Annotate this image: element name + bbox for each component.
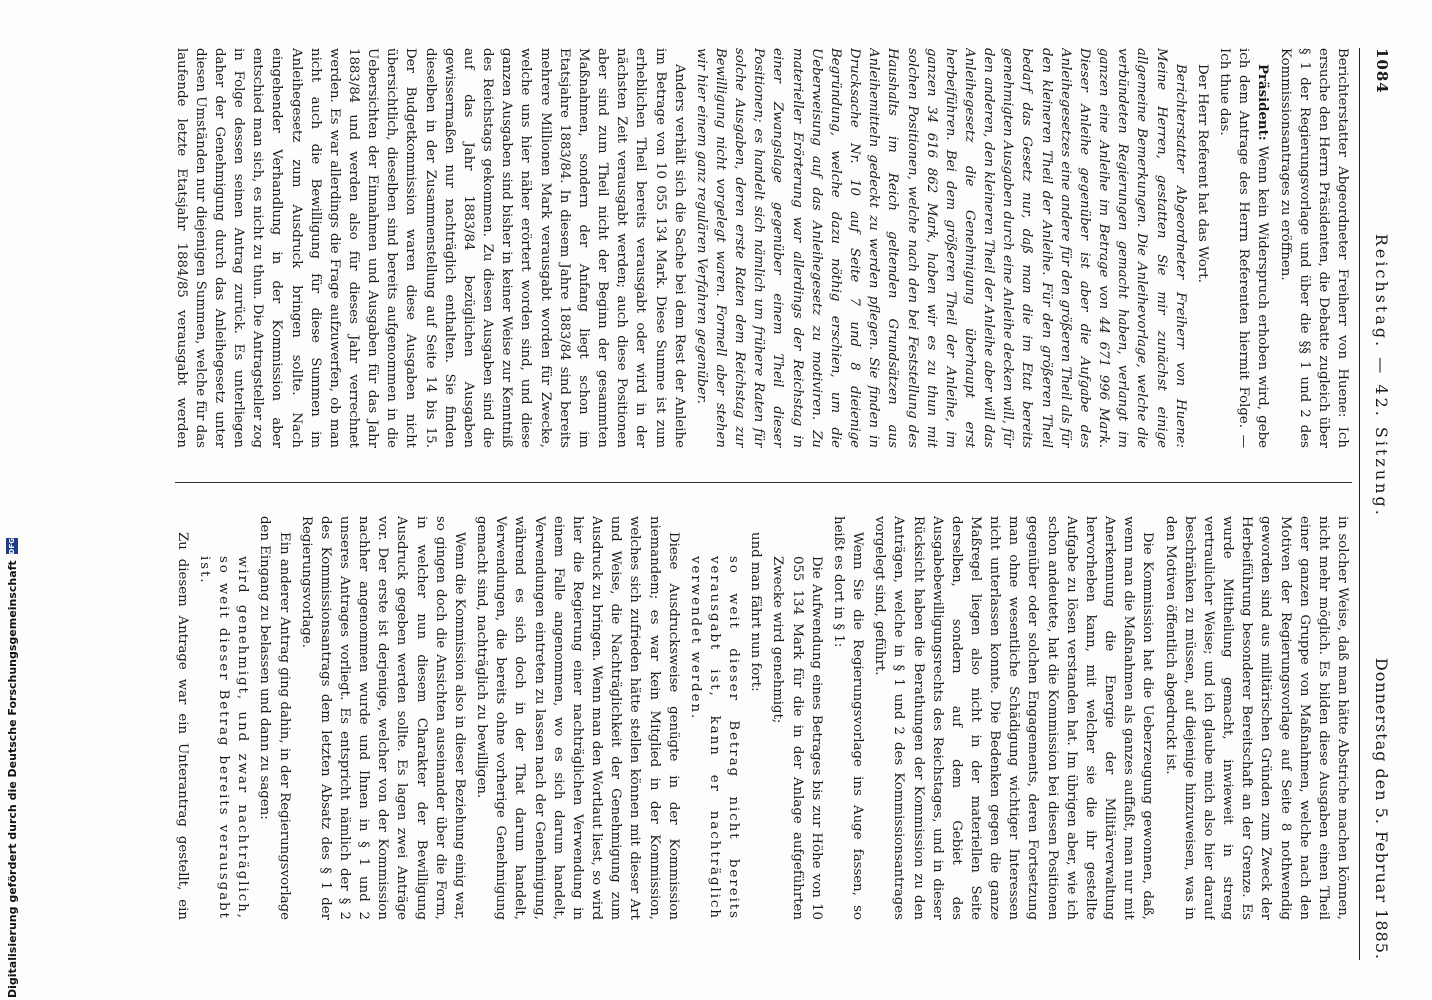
paragraph-text: Der Herr Referent hat das Wort. bbox=[1194, 64, 1210, 283]
paragraph-text: Ein anderer Antrag ging dahin, in der Regierungsvorlage den Eingang zu belassen und dann zu sagen: bbox=[257, 516, 292, 920]
paragraph bbox=[1160, 516, 1352, 920]
credit-strip bbox=[0, 537, 24, 1000]
paragraph bbox=[692, 48, 1190, 448]
paragraph-text: Zu diesem Antrage war ein Unterantrag gestellt, ein bbox=[174, 532, 190, 920]
paragraph-text: Berichterstatter Abgeordneter Freiherr von Huene: Meine Herren, gestatten Sie mir zunächst einige allgemeine Bemerkungen. Die Anleihevorlage, welche die verbündeten Regierungen gemacht haben, verlangt im ganzen eine Anleihe im Betrage von 44 671 996 Mark. Dieser Anleihe gegenüber ist aber die Aufgabe des Anleihegesetzes eine andere für den größeren Theil als für den kleineren Theil der Anleihe. Für den größeren Theil bedarf das Gesetz nur, daß man die im Etat bereits genehmigten Ausgaben durch eine Anleihe decken will, für den anderen, den kleineren Theil der Anleihe aber will das Anleihegesetz die Genehmigung überhaupt erst herbeiführen. Bei dem größeren Theil der Anleihe, im ganzen 34 616 862 Mark, haben wir es zu thun mit solchen Positionen, welche nach den bei Feststellung des Haushalts im Reich geltenden Grundsätzen aus Anleihemitteln gedeckt zu werden pflegen. Sie finden in Drucksache Nr. 10 auf Seite 7 und 8 dieienige Begründung, welche dazu nöthig erschien, um die Ueberweisung auf das Anleihegesetz zu motiviren. Zu materieller Erörterung war allerdings der Reichstag in einer Zwangslage gegenüber einem Theil dieser Positionen; es handelt sich nämlich um frühere Raten für solche Ausgaben, deren erste Raten dem Reichstag zur Bewilligung nicht vorgelegt waren. Formell aber stehen wir hier einem ganz regulären Verfahren gegenüber. bbox=[693, 48, 1188, 448]
paragraph-text: Die Aufwendung eines Betrages bis zur Höhe von 10 055 134 Mark für die in der Anlage aufgeführten Zwecke wird genehmigt; bbox=[770, 556, 824, 920]
paragraph bbox=[870, 516, 1157, 920]
paragraph bbox=[1193, 48, 1212, 448]
paragraph-text: und man fährt nun fort: bbox=[748, 532, 764, 692]
paragraph-text: wird genehmigt, und zwar nachträglich, so weit dieser Betrag bereits verausgabt ist. bbox=[196, 556, 251, 920]
paragraph-text: Diese Ausdrucksweise genügte in der Kommission niemandem; es war kein Mitglied in der Kommission, welches sich zufrieden hätte stellen können mit dieser Art und Weise, die Nachträglichkeit der Genehmigung zum Ausdruck zu bringen. Wenn man den Wortlaut liest, so wird hier die Regierung einer nachträglichen Verwendung in einem Falle angenommen, wo es sich darum handelt, Verwendungen eintreten zu lassen nach der Genehmigung, während es sich doch in der That darum handelt, Verwendungen, die bereits ohne vorherige Genehmigung gemacht sind, nachträglich zu bewilligen. bbox=[474, 516, 681, 920]
column-divider bbox=[175, 482, 1352, 483]
paragraph bbox=[170, 48, 689, 448]
running-title: Reichstag. — 42. Sitzung. bbox=[1372, 233, 1392, 518]
session-date: Donnerstag den 5. Februar 1885. bbox=[1372, 657, 1392, 960]
paragraph-text: Wenn Sie die Regierungsvorlage ins Auge fassen, so heißt es dort in § 1: bbox=[830, 516, 866, 920]
paragraph-text: Wenn kein Widerspruch erhoben wird, gebe ich dem Antrage des Herrn Referenten hiermit Folge. — Ich thue das. bbox=[1217, 48, 1271, 448]
right-column bbox=[170, 516, 1352, 920]
paragraph bbox=[768, 516, 825, 920]
page-number: 1084 bbox=[1373, 48, 1391, 94]
paragraph bbox=[1275, 48, 1352, 448]
paragraph-text: Berichterstatter Abgeordneter Freiherr von Huene: Ich ersuche den Herrn Präsidenten, die Debatte zugleich über § 1 der Regierungsvorlage und über die §§ 1 und 2 des Kommissionsantrages zu eröffnen. bbox=[1277, 48, 1350, 448]
paragraph-text: Anders verhält sich die Sache bei dem Rest der Anleihe im Betrage von 10 055 134 Mark. Diese Summe ist zum erheblichen Theil bereits verausgabt oder wird in der nächsten Zeit verausgabt werden; auch diese Positionen aber sind zum Theil nicht der Beginn der gesammten Maßnahmen, sondern der Anfang liegt schon im Etatsjahre 1883/84. In diesem Jahre 1883/84 sind bereits mehrere Millionen Mark verausgabt worden für Zwecke, welche uns hier näher erörtert worden sind, und diese ganzen Ausgaben sind bisher in keiner Weise zur Kenntniß des Reichstags gekommen. Zu diesen Ausgaben sind die auf das Jahr 1883/84 bezüglichen Ausgaben gewissermaßen nur nachträglich enthalten. Sie finden dieselben in der Zusammenstellung auf Seite 14 bis 15. Der Budgetkommission waren diese Ausgaben nicht übersichtlich, dieselben sind bereits aufgenommen in die Uebersichten der Einnahmen und Ausgaben für das Jahr 1883/84 und werden also für dieses Jahr verrechnet werden. Es war allerdings die Frage aufzuwerfen, ob man nicht auch die Bewilligung für diese Summen im Anleihegesetz zum Ausdruck bringen sollte. Nach eingehender Verhandlung in der Kommission aber entschied man sich, es nicht zu thun. Die Antragsteller zog in Folge dessen seinen Antrag zurück. Es unterliegen daher der Genehmigung durch das Anleihegesetz unter diesen Umständen nur diejenigen Summen, welche für das laufende letzte Etatsjahr 1884/85 verausgabt werden bbox=[173, 48, 687, 448]
paragraph bbox=[829, 516, 867, 920]
paragraph-text: so weit dieser Betrag nicht bereits verausgabt ist, kann er nachträglich verwendet werden. bbox=[687, 556, 742, 920]
left-column bbox=[170, 48, 1352, 448]
page-header bbox=[1359, 48, 1404, 960]
paragraph bbox=[195, 516, 252, 920]
dfg-logo: DFG bbox=[8, 537, 16, 555]
credit-label: Digitalisierung gefördert durch die Deutsche Forschungsgemeinschaft bbox=[5, 560, 19, 998]
paragraph bbox=[686, 516, 743, 920]
paragraph bbox=[297, 516, 469, 920]
paragraph bbox=[255, 516, 293, 920]
paragraph bbox=[472, 516, 683, 920]
paragraph bbox=[170, 516, 192, 920]
paragraph-text: Wenn die Kommission also in dieser Beziehung einig war, so gingen doch die Ansichten auseinander über die Form, in welcher nun diesem Charakter der Bewilligung Ausdruck gegeben werden sollte. Es lagen zwei Anträge vor. Der erste ist derjenige, welcher von der Kommission nachher angenommen wurde und Ihnen in § 1 und 2 unseres Antrages vorliegt. Es entspricht nämlich der § 2 des Kommissionsantrags dem letzten Absatz des § 1 der Regierungsvorlage. bbox=[298, 516, 467, 920]
paragraph-text: Die Kommission hat die Ueberzeugung gewonnen, daß, wenn man die Maßnahmen als ganzes auffaßt, man nur mit Anerkennung die Energie der Militärverwaltung hervorheben kann, mit welcher sie die ihr gestellte Aufgabe zu lösen verstanden hat. Im übrigen aber, wie ich schon andeutete, hat die Kommission bei diesen Positionen gegenüber oder solchen Engagements, deren Fortsetzung man ohne wesentliche Schädigung wichtiger Interessen nicht unterlassen konnte. Die Bedenken gegen die ganze Maßregel liegen also nicht in der materiellen Seite derselben, sondern auf dem Gebiet des Ausgabebewilligungsrechts des Reichstages, und in dieser Rücksicht haben die Berathungen der Kommission zu den Anträgen, welche in § 1 und 2 des Kommissionsantrages vorgelegt sind, geführt. bbox=[872, 516, 1156, 920]
speaker-name: Präsident: bbox=[1255, 64, 1271, 141]
paragraph-text: in solcher Weise, daß man hätte Abstriche machen können, nicht mehr möglich. Es bilden diese Ausgaben einen Theil einer ganzen Gruppe von Maßnahmen, welche nach den Motiven der Regierungsvorlage auf Seite 8 nothwendig geworden sind aus militärischen Gründen zum Zweck der Herbeiführung besonderer Bereitschaft an der Grenze. Es wurde Mittheilung gemacht, inwieweit in streng vertraulicher Weise; und ich glaube mich also hier darauf beschränken zu müssen, auf diejenige hinzuweisen, was in den Motiven öffentlich abgedruckt ist. bbox=[1162, 516, 1350, 920]
paragraph bbox=[1215, 48, 1272, 448]
paragraph bbox=[746, 516, 765, 920]
